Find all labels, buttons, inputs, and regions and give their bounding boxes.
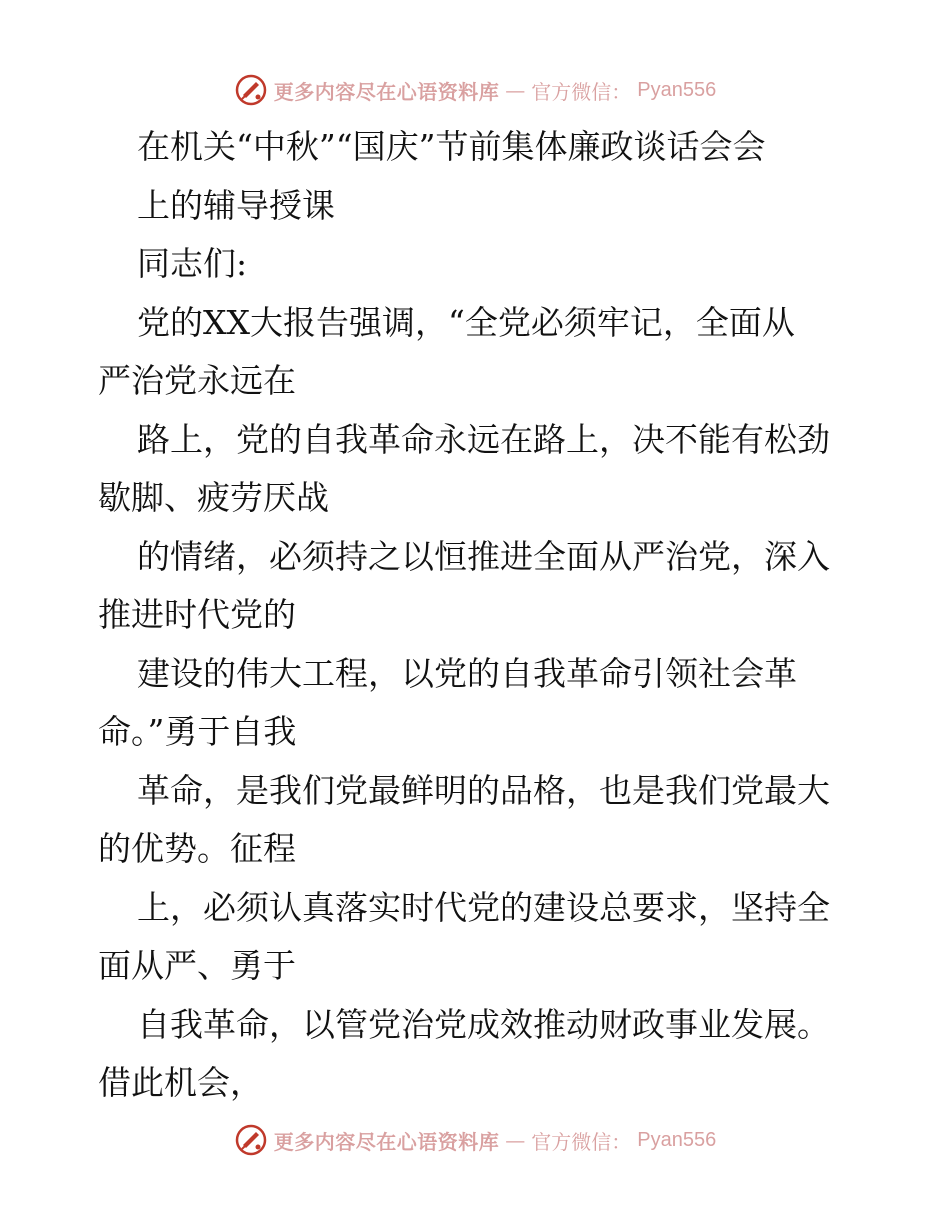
text-line: 党的XX大报告强调，“全党必须牢记，全面从	[137, 302, 795, 342]
banner-separator: —	[505, 1128, 526, 1152]
text-line: 的优势。征程	[98, 829, 296, 868]
banner-separator: —	[505, 78, 526, 102]
text-line: 同志们:	[137, 244, 248, 283]
text-line: 借此机会，	[98, 1063, 263, 1102]
text-line: 歇脚、疲劳厌战	[98, 478, 329, 517]
text-line: 面从严、勇于	[98, 946, 296, 985]
text-line: 路上，党的自我革命永远在路上，决不能有松劲	[137, 419, 830, 459]
banner-official-label: 官方微信：	[531, 1129, 632, 1154]
footer-watermark-banner	[0, 1120, 950, 1160]
text-line: 推进时代党的	[98, 595, 296, 634]
document-body	[98, 118, 868, 1113]
text-line: 上，必须认真落实时代党的建设总要求，坚持全	[137, 887, 830, 927]
text-line: 上的辅导授课	[137, 185, 335, 225]
banner-text: 更多内容尽在心语资料库	[273, 1129, 500, 1154]
pen-circle-logo-icon	[234, 1123, 268, 1157]
text-line: 革命，是我们党最鲜明的品格，也是我们党最大	[137, 770, 830, 810]
text-line: 严治党永远在	[98, 361, 296, 400]
text-line: 在机关“中秋”“国庆”节前集体廉政谈话会会	[137, 127, 766, 166]
banner-account-id: Pyan556	[637, 1128, 717, 1151]
text-line: 建设的伟大工程，以党的自我革命引领社会革	[137, 653, 797, 693]
text-line: 自我革命，以管党治党成效推动财政事业发展。	[137, 1004, 830, 1044]
header-watermark-banner	[0, 70, 950, 110]
pen-circle-logo-icon	[234, 73, 268, 107]
banner-account-id: Pyan556	[637, 78, 717, 101]
banner-official-label: 官方微信：	[531, 79, 632, 104]
text-line: 的情绪，必须持之以恒推进全面从严治党，深入	[137, 536, 830, 576]
banner-text: 更多内容尽在心语资料库	[273, 79, 500, 104]
text-line: 命。”勇于自我	[98, 712, 297, 751]
